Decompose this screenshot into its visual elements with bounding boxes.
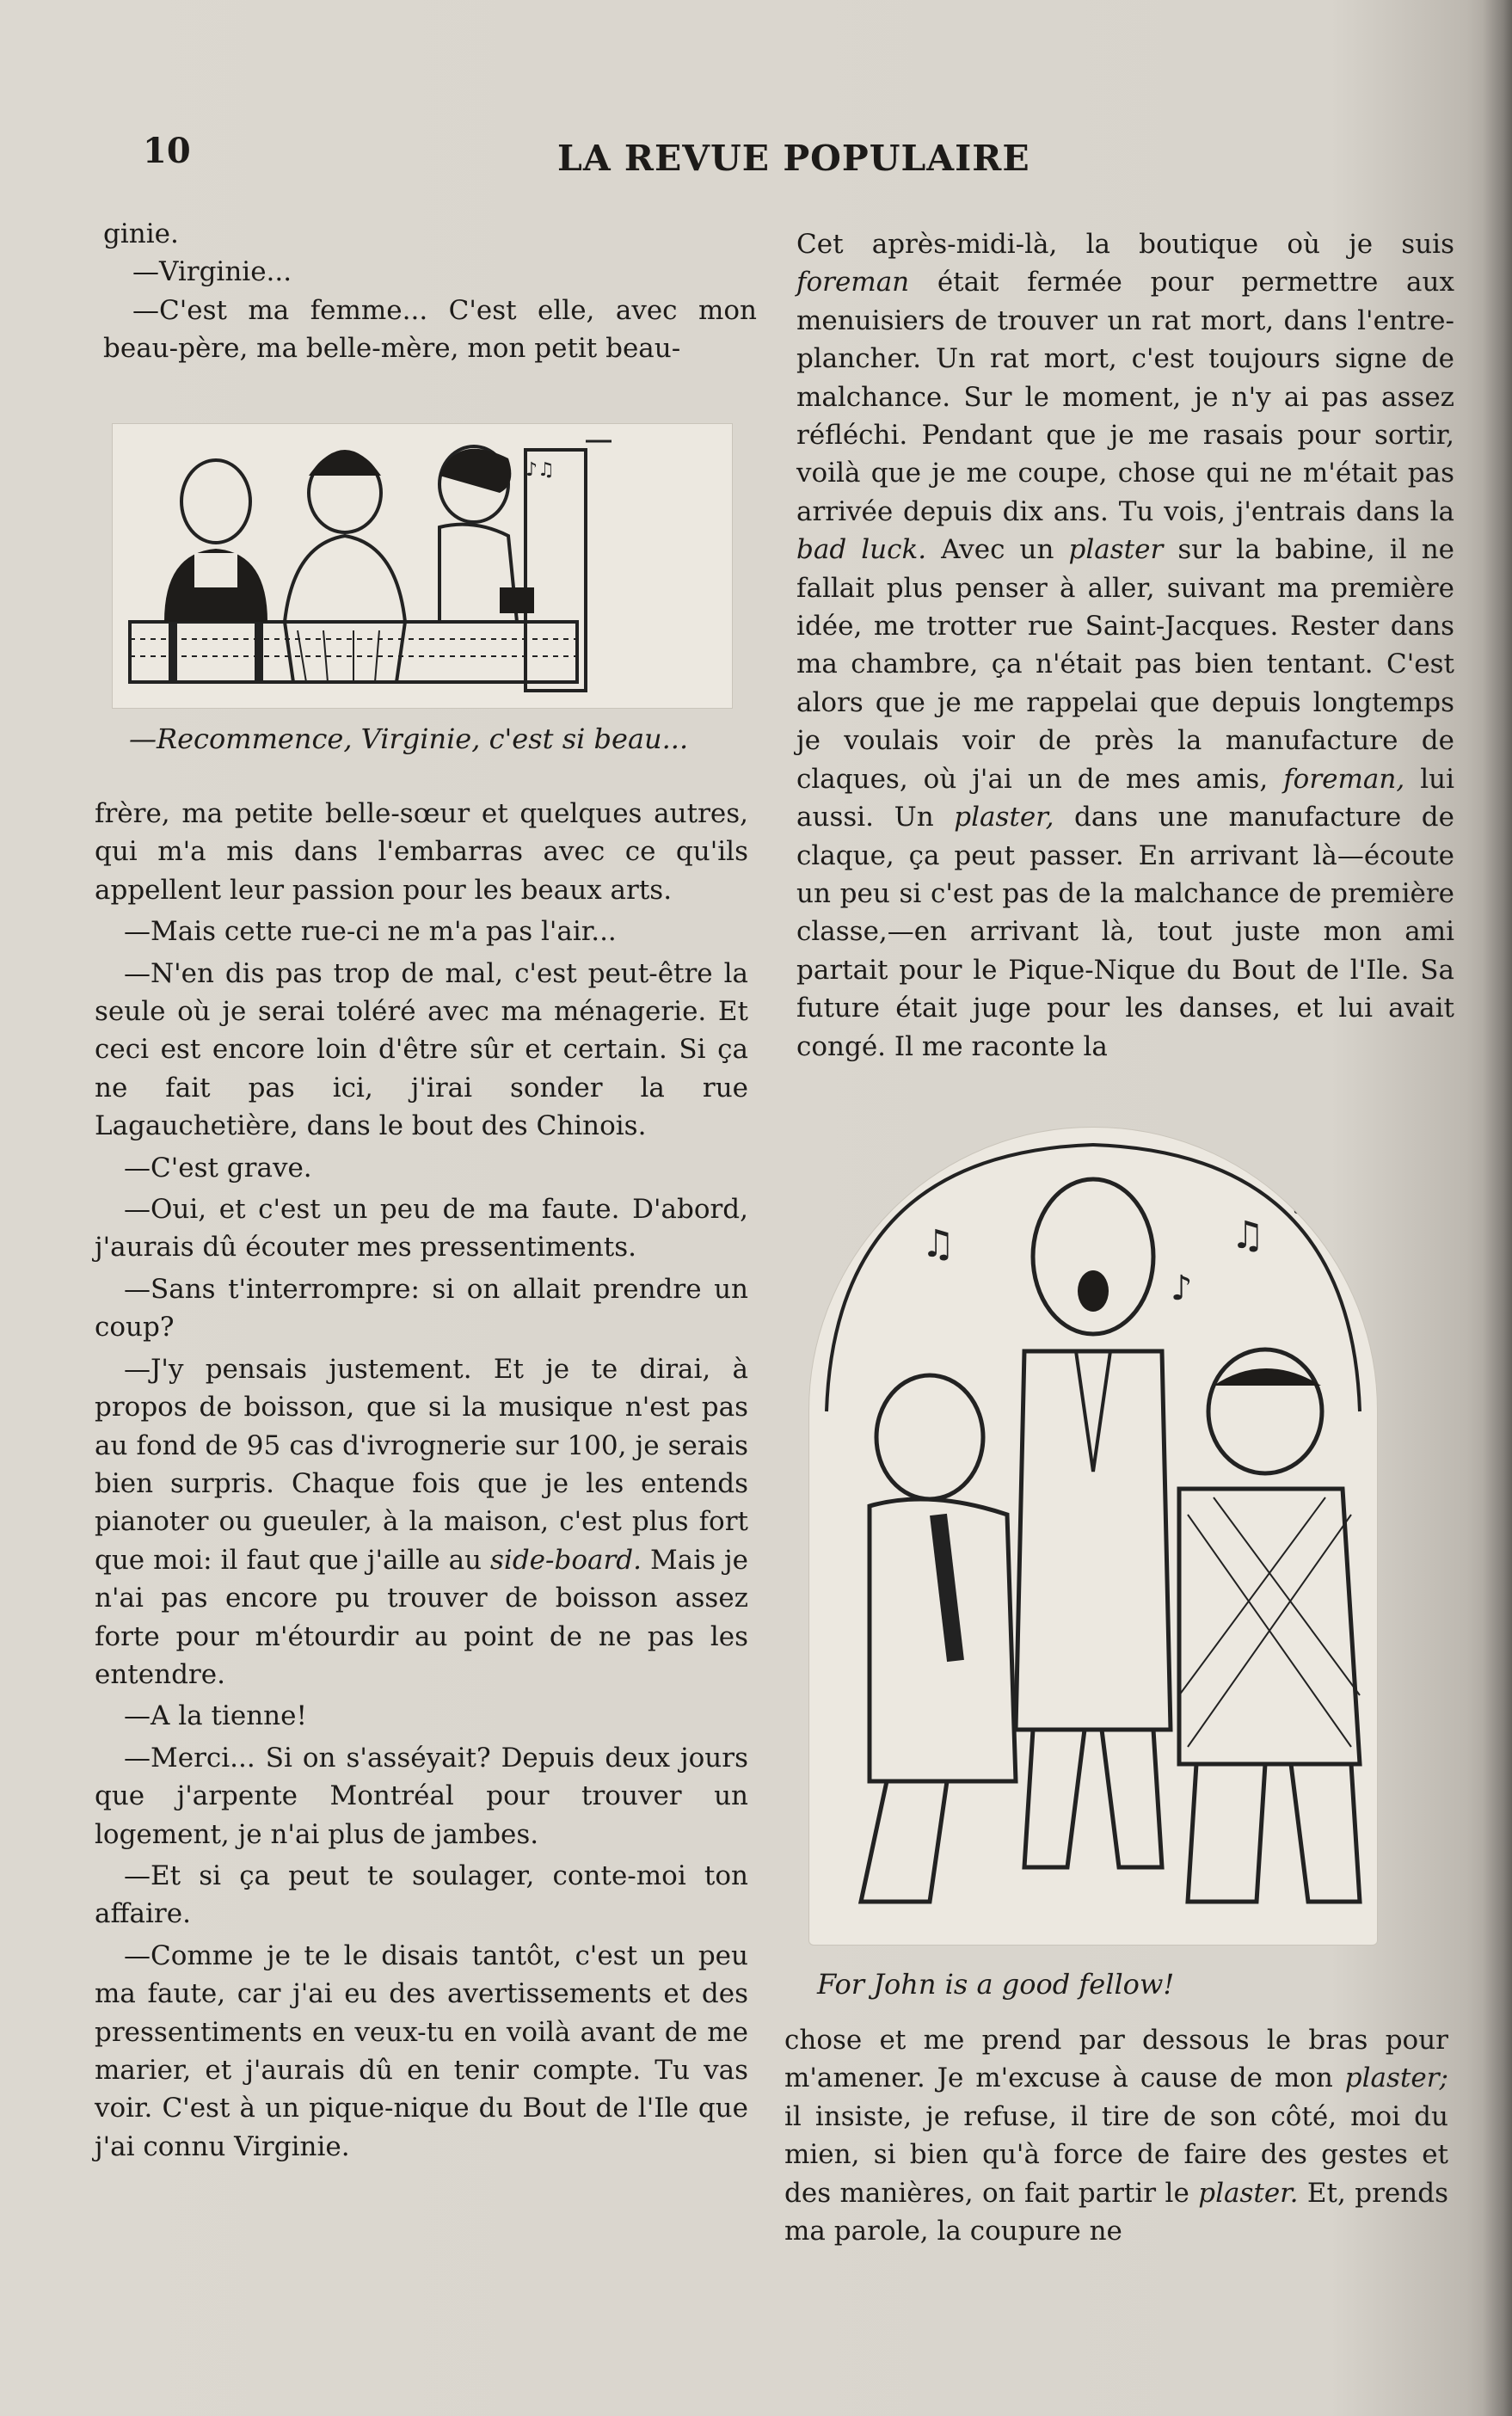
italic-term: bad luck. xyxy=(796,534,927,566)
paragraph: —N'en dis pas trop de mal, c'est peut-être la seule où je serai toléré avec ma ménagerie. Et ceci est encore loin d'être sûr et certain. Si ça ne fait pas ici, j'irai sonder la rue Lagauchetière, dans le bout des Chinois. xyxy=(95,957,748,1142)
svg-text:♪: ♪ xyxy=(1171,1269,1193,1308)
italic-term: plaster, xyxy=(954,802,1054,833)
paragraph: —C'est grave. xyxy=(124,1152,312,1183)
svg-text:♪♫: ♪♫ xyxy=(526,459,555,481)
left-column-bottom xyxy=(95,795,748,2166)
paragraph: —Merci... Si on s'asséyait? Depuis deux jours que j'arpente Montréal pour trouver un logement, je n'ai plus de jambes. xyxy=(95,1742,748,1850)
svg-text:♫: ♫ xyxy=(1231,1214,1265,1257)
text-run: lui aussi. Un xyxy=(796,763,1455,833)
italic-term: plaster; xyxy=(1344,2063,1448,2094)
paragraph: —Comme je te le disais tantôt, c'est un peu ma faute, car j'ai eu des avertissements et des pressentiments en veux-tu en voilà avant de me marier, et j'aurais dû en tenir compte. Tu vas voir. C'est à un pique-nique du Bout de l'Ile que j'ai connu Virginie. xyxy=(95,1940,748,2162)
italic-term: foreman, xyxy=(1283,763,1405,795)
paragraph: —Virginie... xyxy=(132,256,292,288)
svg-text:♪: ♪ xyxy=(1291,1179,1316,1223)
running-title: LA REVUE POPULAIRE xyxy=(557,138,1030,179)
caption-family-piano: —Recommence, Virginie, c'est si beau... xyxy=(129,722,689,755)
text-run: Cet après-midi-là, la boutique où je suis xyxy=(796,229,1454,260)
paragraph-side-board xyxy=(95,1350,748,1694)
italic-term: plaster xyxy=(1068,534,1164,566)
text-run: chose et me prend par dessous le bras pour m'amener. Je m'excuse à cause de mon xyxy=(784,2025,1448,2094)
paragraph: —Oui, et c'est un peu de ma faute. D'abord, j'aurais dû écouter mes pressentiments. xyxy=(95,1194,748,1263)
illustration-family-piano xyxy=(112,423,733,709)
paragraph: —Sans t'interrompre: si on allait prendre un coup? xyxy=(95,1273,748,1343)
paragraph: —C'est ma femme... C'est elle, avec mon beau-père, ma belle-mère, mon petit beau- xyxy=(103,294,757,365)
right-column-bottom xyxy=(784,2021,1448,2250)
text-run: il insiste, je refuse, il tire de son côté, moi du mien, si bien qu'à force de faire des gestes et des manières, on fait partir le xyxy=(784,2100,1448,2209)
text-run: dans une manufacture de claque, ça peut passer. En arrivant là—écoute un peu si c'est pas de la malchance de première classe,—en arrivant là, tout juste mon ami partait pour le Pique-Nique du Bout de l'Ile. Sa future était juge pour les danses, et lui avait congé. Il me raconte la xyxy=(796,802,1454,1062)
text-run: Et, prends ma parole, la coupure ne xyxy=(784,2177,1448,2247)
paragraph: ginie. xyxy=(103,218,179,249)
text-run: sur la babine, il ne fallait plus penser à aller, suivant ma première idée, me trotter rue Saint-Jacques. Rester dans ma chambre, ça n'était pas bien tentant. C'est alors que je me rappelai que depuis longtemps je voulais voir de près la manufacture de claques, où j'ai un de mes amis, xyxy=(796,534,1455,795)
text-run: était fermée pour permettre aux menuisiers de trouver un rat mort, dans l'entre-plancher. Un rat mort, c'est toujours signe de malchance. Sur le moment, je n'y ai pas assez réfléchi. Pendant que je me rasais pour sortir, voilà que je me coupe, chose qui ne m'était pas arrivée depuis dix ans. Tu vois, j'entrais dans la xyxy=(796,267,1454,527)
family-piano-drawing xyxy=(113,424,732,708)
caption-singing-men: For John is a good fellow! xyxy=(817,1968,1175,2001)
paragraph: frère, ma petite belle-sœur et quelques autres, qui m'a mis dans l'embarras avec ce qu'ils appellent leur passion pour les beaux arts. xyxy=(95,798,748,906)
text-run: —J'y pensais justement. Et je te dirai, à propos de boisson, que si la musique n'est pas au fond de 95 cas d'ivrognerie sur 100, je serais bien surpris. Chaque fois que je les entends pianoter ou gueuler, à la maison, c'est plus fort que moi: il faut que j'aille au xyxy=(95,1353,748,1576)
text-run: Avec un xyxy=(926,534,1069,566)
paragraph: —A la tienne! xyxy=(124,1700,307,1732)
text-run: Mais je n'ai pas encore pu trouver de boisson assez forte pour m'étourdir au point de ne pas les entendre. xyxy=(95,1544,748,1690)
singing-men-drawing xyxy=(809,1128,1377,1945)
paragraph xyxy=(796,225,1454,1066)
page-edge-shadow xyxy=(1483,0,1512,2416)
italic-term: plaster. xyxy=(1198,2177,1299,2209)
page-number: 10 xyxy=(143,131,191,171)
right-column-top xyxy=(796,225,1454,1066)
left-column-top xyxy=(103,215,757,368)
italic-term: foreman xyxy=(796,267,910,298)
illustration-singing-men xyxy=(808,1127,1378,1946)
italic-term: side-board. xyxy=(490,1544,642,1576)
paragraph: —Et si ça peut te soulager, conte-moi ton affaire. xyxy=(95,1860,748,1930)
paragraph: —Mais cette rue-ci ne m'a pas l'air... xyxy=(124,916,617,948)
svg-text:♪: ♪ xyxy=(861,1188,886,1232)
svg-text:♫: ♫ xyxy=(921,1222,956,1266)
paragraph xyxy=(784,2021,1448,2250)
